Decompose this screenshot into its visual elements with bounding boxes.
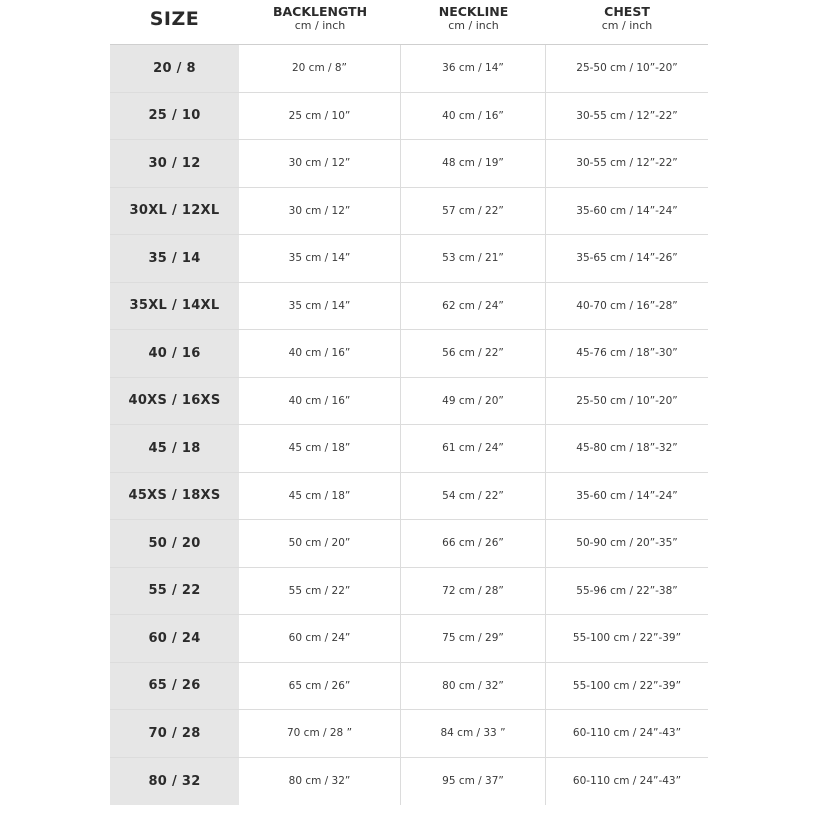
size-cell: 35XL / 14XL xyxy=(110,283,239,330)
table-row xyxy=(110,520,708,568)
size-header xyxy=(110,0,239,44)
size-cell: 25 / 10 xyxy=(110,93,239,140)
table-row xyxy=(110,283,708,331)
chest-cell: 30-55 cm / 12”-22” xyxy=(576,109,678,122)
chest-cell: 25-50 cm / 10”-20” xyxy=(576,394,678,407)
backlength-cell: 20 cm / 8” xyxy=(239,45,401,92)
table-row xyxy=(110,45,708,93)
table-row xyxy=(110,425,708,473)
size-cell: 55 / 22 xyxy=(110,568,239,615)
backlength-cell: 30 cm / 12” xyxy=(239,140,401,187)
table-body xyxy=(110,45,708,805)
neckline-cell: 75 cm / 29” xyxy=(401,615,546,662)
neckline-cell: 53 cm / 21” xyxy=(401,235,546,282)
backlength-cell: 40 cm / 16” xyxy=(239,378,401,425)
backlength-cell: 25 cm / 10” xyxy=(239,93,401,140)
backlength-cell: 45 cm / 18” xyxy=(239,473,401,520)
chest-cell: 60-110 cm / 24”-43” xyxy=(572,727,682,740)
size-cell: 45XS / 18XS xyxy=(110,473,239,520)
backlength-header-unit: cm / inch xyxy=(294,19,346,32)
chest-cell: 35-60 cm / 14”-24” xyxy=(576,204,678,217)
backlength-cell: 35 cm / 14” xyxy=(239,235,401,282)
table-row xyxy=(110,330,708,378)
table-row xyxy=(110,378,708,426)
neckline-cell: 72 cm / 28” xyxy=(401,568,546,615)
table-row xyxy=(110,235,708,283)
size-cell: 60 / 24 xyxy=(110,615,239,662)
backlength-cell: 30 cm / 12” xyxy=(239,188,401,235)
backlength-cell: 40 cm / 16” xyxy=(239,330,401,377)
neckline-cell: 95 cm / 37” xyxy=(401,758,546,806)
size-cell: 40 / 16 xyxy=(110,330,239,377)
neckline-header-unit: cm / inch xyxy=(448,19,499,32)
size-cell: 50 / 20 xyxy=(110,520,239,567)
table-row xyxy=(110,710,708,758)
backlength-cell: 45 cm / 18” xyxy=(239,425,401,472)
table-row xyxy=(110,93,708,141)
backlength-cell: 80 cm / 32” xyxy=(239,758,401,806)
size-cell: 65 / 26 xyxy=(110,663,239,710)
neckline-header-title: NECKLINE xyxy=(438,4,509,19)
table-header xyxy=(110,0,708,45)
chest-cell: 60-110 cm / 24”-43” xyxy=(572,775,682,788)
neckline-cell: 80 cm / 32” xyxy=(401,663,546,710)
backlength-cell: 65 cm / 26” xyxy=(239,663,401,710)
chest-header-title: CHEST xyxy=(604,4,650,19)
size-cell: 45 / 18 xyxy=(110,425,239,472)
neckline-cell: 36 cm / 14” xyxy=(401,45,546,92)
backlength-cell: 70 cm / 28 ” xyxy=(239,710,401,757)
backlength-cell: 55 cm / 22” xyxy=(239,568,401,615)
backlength-header xyxy=(239,0,401,44)
backlength-cell: 35 cm / 14” xyxy=(239,283,401,330)
table-row xyxy=(110,615,708,663)
chest-cell: 25-50 cm / 10”-20” xyxy=(576,62,678,75)
neckline-cell: 57 cm / 22” xyxy=(401,188,546,235)
chest-cell: 45-76 cm / 18”-30” xyxy=(576,347,678,360)
neckline-cell: 40 cm / 16” xyxy=(401,93,546,140)
size-cell: 30 / 12 xyxy=(110,140,239,187)
size-cell: 20 / 8 xyxy=(110,45,239,92)
chest-cell: 30-55 cm / 12”-22” xyxy=(576,157,678,170)
chest-cell: 35-60 cm / 14”-24” xyxy=(576,489,678,502)
backlength-cell: 50 cm / 20” xyxy=(239,520,401,567)
neckline-cell: 56 cm / 22” xyxy=(401,330,546,377)
neckline-header xyxy=(401,0,546,44)
chest-cell: 35-65 cm / 14”-26” xyxy=(576,252,678,265)
table-row xyxy=(110,663,708,711)
chest-cell: 50-90 cm / 20”-35” xyxy=(576,537,678,550)
table-row xyxy=(110,188,708,236)
neckline-cell: 84 cm / 33 ” xyxy=(401,710,546,757)
neckline-cell: 48 cm / 19” xyxy=(401,140,546,187)
neckline-cell: 62 cm / 24” xyxy=(401,283,546,330)
size-cell: 30XL / 12XL xyxy=(110,188,239,235)
size-chart-table xyxy=(110,0,708,805)
chest-header-unit: cm / inch xyxy=(601,19,653,32)
table-row xyxy=(110,568,708,616)
chest-cell: 45-80 cm / 18”-32” xyxy=(576,442,678,455)
size-cell: 70 / 28 xyxy=(110,710,239,757)
table-row xyxy=(110,758,708,806)
chest-cell: 40-70 cm / 16”-28” xyxy=(576,299,678,312)
chest-cell: 55-100 cm / 22”-39” xyxy=(572,679,682,692)
backlength-cell: 60 cm / 24” xyxy=(239,615,401,662)
neckline-cell: 66 cm / 26” xyxy=(401,520,546,567)
backlength-header-title: BACKLENGTH xyxy=(272,4,368,19)
size-cell: 35 / 14 xyxy=(110,235,239,282)
size-header-label: SIZE xyxy=(149,8,200,30)
size-cell: 80 / 32 xyxy=(110,758,239,806)
neckline-cell: 54 cm / 22” xyxy=(401,473,546,520)
chest-cell: 55-100 cm / 22”-39” xyxy=(572,632,682,645)
chest-header xyxy=(546,0,708,44)
neckline-cell: 61 cm / 24” xyxy=(401,425,546,472)
size-cell: 40XS / 16XS xyxy=(110,378,239,425)
table-row xyxy=(110,140,708,188)
table-row xyxy=(110,473,708,521)
neckline-cell: 49 cm / 20” xyxy=(401,378,546,425)
chest-cell: 55-96 cm / 22”-38” xyxy=(576,584,678,597)
